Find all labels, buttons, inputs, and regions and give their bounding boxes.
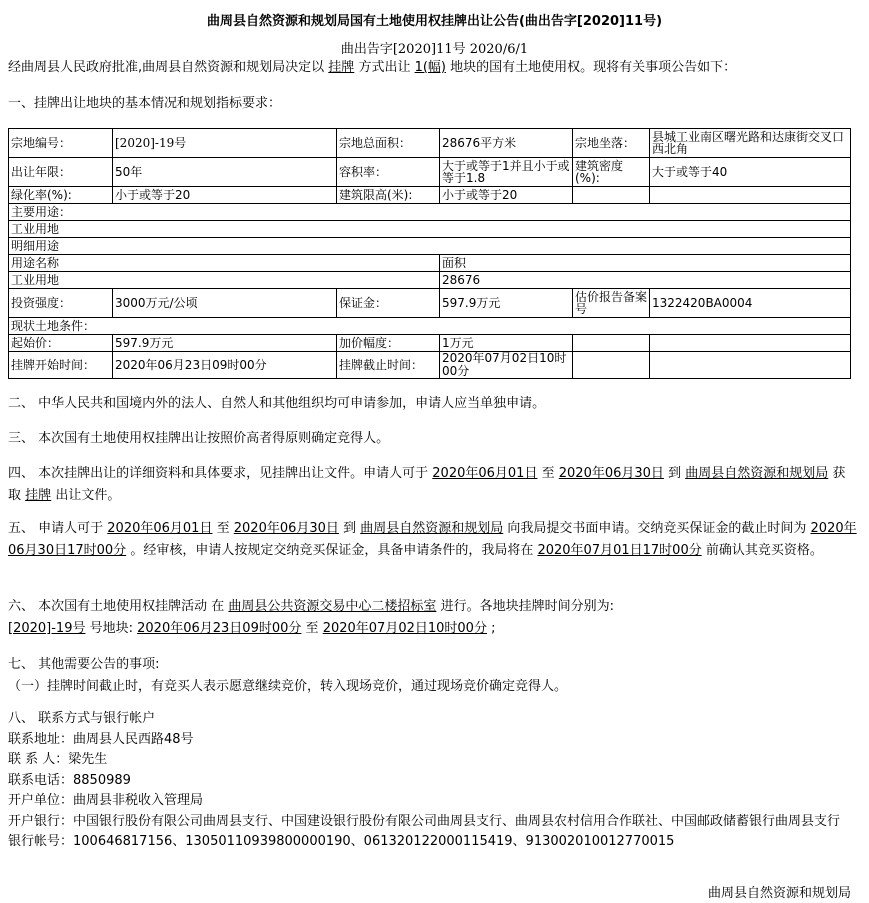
transfer-method: 挂牌: [328, 60, 355, 75]
greening-rate: 小于或等于20: [113, 187, 337, 204]
intro-paragraph: [8, 57, 858, 79]
table-label: 建筑密度(%):: [573, 158, 650, 187]
table-label: 绿化率(%):: [9, 187, 113, 204]
s5-text: 前确认其竞买资格。: [705, 543, 823, 558]
area-value: 28676: [440, 272, 851, 289]
table-label: 建筑限高(米):: [337, 187, 440, 204]
table-row: [9, 255, 851, 272]
transfer-term: 50年: [113, 158, 337, 187]
s8-heading: 八、 联系方式与银行帐户: [8, 711, 156, 726]
s6-text: 进行。各地块挂牌时间分别为:: [440, 599, 614, 614]
section1-heading: 一、挂牌出让地块的基本情况和规划指标要求：: [8, 96, 282, 111]
bid-increment: 1万元: [440, 335, 573, 352]
s4-text: 到: [668, 466, 682, 481]
s5-text: 到: [343, 521, 357, 536]
s4-text: 四、 本次挂牌出让的详细资料和具体要求，见挂牌出让文件。申请人可于: [8, 466, 429, 481]
s5-organization: 曲周县自然资源和规划局: [360, 521, 504, 536]
table-row: [9, 221, 851, 238]
empty-cell: [650, 335, 851, 352]
section4: [8, 463, 858, 507]
detail-use-label: 明细用途: [9, 238, 851, 255]
table-label: 容积率：: [337, 158, 440, 187]
notice-number: 曲出告字[2020]11号 2020/6/1: [340, 42, 529, 57]
account-bank: 开户银行：中国银行股份有限公司曲周县支行、中国建设银行股份有限公司曲周县支行、曲周县农村信用合作联社、中国邮政储蓄银行曲周县支行: [8, 813, 841, 829]
main-use-value: 工业用地: [9, 221, 851, 238]
s6-text: 六、 本次国有土地使用权挂牌活动 在: [8, 599, 225, 614]
table-row: [9, 187, 851, 204]
table-label: 挂牌开始时间：: [9, 352, 113, 379]
intro-text: 地块的国有土地使用权。现将有关事项公告如下：: [450, 60, 737, 75]
table-row: [9, 352, 851, 379]
table-label: 起始价：: [9, 335, 113, 352]
area-header: 面积: [440, 255, 851, 272]
s5-text: 至: [216, 521, 230, 536]
table-label: 估价报告备案号: [573, 289, 650, 318]
s6-text: 至: [305, 621, 319, 636]
s6-end-time: 2020年07月02日10时00分: [322, 621, 487, 636]
contact-person: 联 系 人：梁先生: [8, 752, 108, 767]
account-number: 银行帐号：100646817156、13050110939800000190、061320122000115419、913002010012770015: [8, 834, 675, 849]
deposit: 597.9万元: [440, 289, 573, 318]
s4-method: 挂牌: [25, 488, 52, 503]
section8: [8, 709, 858, 853]
s4-organization: 曲周县自然资源和规划局: [685, 466, 829, 481]
plot-ratio: 大于或等于1并且小于或等于1.8: [440, 158, 573, 187]
contact-phone: 联系电话：8850989: [8, 772, 131, 788]
total-area: 28676平方米: [440, 129, 573, 158]
section3: 三、 本次国有土地使用权挂牌出让按照价高者得原则确定竞得人。: [8, 431, 390, 446]
section7: [8, 654, 858, 698]
use-name-value: 工业用地: [9, 272, 440, 289]
empty-cell: [573, 352, 650, 379]
s6-lot-number: [2020]-19号: [8, 621, 86, 636]
table-row: [9, 204, 851, 221]
s7-heading: 七、 其他需要公告的事项:: [8, 657, 160, 672]
parcel-location: 县城工业南区曙光路和达康街交叉口西北角: [650, 129, 851, 158]
table-label: 投资强度：: [9, 289, 113, 318]
issuer-signature: 曲周县自然资源和规划局: [707, 886, 851, 901]
empty-cell: [650, 352, 851, 379]
table-row: [9, 335, 851, 352]
table-row: [9, 272, 851, 289]
table-label: 宗地总面积：: [337, 129, 440, 158]
intro-text: 方式出让: [358, 60, 411, 75]
s5-deposit-deadline: 2020年06月30日17时00分: [8, 521, 857, 558]
table-row: [9, 318, 851, 335]
s4-text: 出让文件。: [55, 488, 121, 503]
parcel-count: 1(幅): [414, 60, 447, 75]
table-label: 宗地坐落：: [573, 129, 650, 158]
table-row: [9, 238, 851, 255]
table-row: [9, 289, 851, 318]
main-use-label: 主要用途：: [9, 204, 851, 221]
account-unit: 开户单位：曲周县非税收入管理局: [8, 793, 204, 808]
s4-start-date: 2020年06月01日: [432, 466, 538, 481]
s4-text: 获取: [8, 466, 846, 503]
s5-text: 向我局提交书面申请。交纳竞买保证金的截止时间为: [507, 521, 807, 536]
use-name-header: 用途名称: [9, 255, 440, 272]
listing-end-time: 2020年07月02日10时00分: [440, 352, 573, 379]
s4-text: 至: [541, 466, 555, 481]
parcel-number: [2020]-19号: [113, 129, 337, 158]
table-label: 出让年限：: [9, 158, 113, 187]
s6-place: 曲周县公共资源交易中心二楼招标室: [228, 599, 437, 614]
building-density: 大于或等于40: [650, 158, 851, 187]
appraisal-record-number: 1322420BA0004: [650, 289, 851, 318]
s5-text: 。经审核，申请人按规定交纳竞买保证金，具备申请条件的，我局将在: [130, 543, 534, 558]
table-label: 保证金：: [337, 289, 440, 318]
s5-text: 五、 申请人可于: [8, 521, 104, 536]
section5: [8, 518, 858, 562]
intro-text: 经曲周县人民政府批准,曲周县自然资源和规划局决定以: [8, 60, 325, 75]
table-row: [9, 129, 851, 158]
investment-intensity: 3000万元/公顷: [113, 289, 337, 318]
s5-end-date: 2020年06月30日: [233, 521, 339, 536]
empty-cell: [573, 187, 650, 204]
contact-address: 联系地址：曲周县人民西路48号: [8, 731, 194, 747]
table-label: 挂牌截止时间：: [337, 352, 440, 379]
s6-text: ;: [491, 621, 496, 636]
empty-cell: [573, 335, 650, 352]
land-condition-label: 现状土地条件：: [9, 318, 851, 335]
starting-price: 597.9万元: [113, 335, 337, 352]
s6-text: 号地块:: [89, 621, 133, 636]
s5-start-date: 2020年06月01日: [107, 521, 213, 536]
s5-confirm-time: 2020年07月01日17时00分: [537, 543, 702, 558]
s4-end-date: 2020年06月30日: [558, 466, 664, 481]
s6-start-time: 2020年06月23日09时00分: [137, 621, 302, 636]
s7-item: （一）挂牌时间截止时，有竞买人表示愿意继续竞价，转入现场竞价，通过现场竞价确定竞得人。: [8, 679, 568, 694]
section2: 二、 中华人民共和国境内外的法人、自然人和其他组织均可申请参加，申请人应当单独申请。: [8, 396, 546, 411]
table-row: [9, 158, 851, 187]
page-title: 曲周县自然资源和规划局国有土地使用权挂牌出让公告(曲出告字[2020]11号): [206, 14, 663, 29]
table-label: 宗地编号：: [9, 129, 113, 158]
section6: [8, 596, 858, 640]
empty-cell: [650, 187, 851, 204]
parcel-info-table: [8, 128, 851, 379]
height-limit: 小于或等于20: [440, 187, 573, 204]
table-label: 加价幅度：: [337, 335, 440, 352]
listing-start-time: 2020年06月23日09时00分: [113, 352, 337, 379]
